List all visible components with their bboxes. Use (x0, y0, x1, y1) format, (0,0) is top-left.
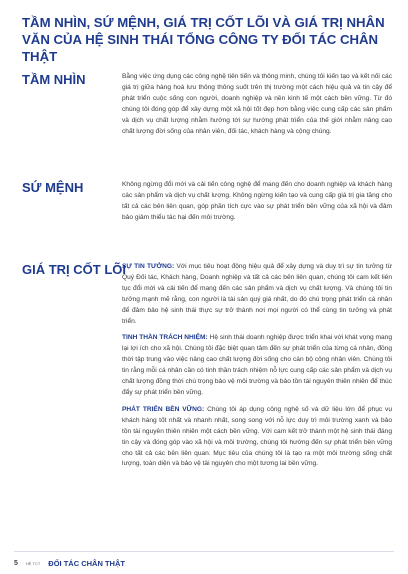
core-value-trust-lead: SỰ TIN TƯỞNG: (122, 263, 175, 270)
vision-text: Bằng việc ứng dụng các công nghệ tiên tiến và thông minh, chúng tôi kiến tạo và kết nối các giá trị giữa hàng hoá lưu thông thông suốt trên thị trường một cách hiệu quả và tin cậy để phát triển cuộc sống con người, doanh nghiệp và nền kinh tế một cách bền vững. Từ đó chúng tôi đóng góp để xây dựng một xã hội tốt đẹp hơn bằng việc cung cấp các sản phẩm và dịch vụ chất lượng nhằm hướng tới sự hướng phát triển của thế giới nhằm nâng cao chất lượng đời sống của nhân viên, đối tác, khách hàng và cộng chúng. (122, 73, 392, 135)
page-footer (14, 552, 394, 574)
core-values-body (122, 262, 392, 476)
core-value-sustainability-lead: PHÁT TRIỂN BỀN VỮNG: (122, 405, 205, 413)
core-value-sustainability-text: Chúng tôi áp dụng công nghệ số và dữ liệu lớn để phục vụ khách hàng tốt nhất và nhanh nhất, song song với nỗ lực duy trì môi trường xanh và bảo tồn tài nguyên thiên nhiên một cách bền vững. Với cam kết trở thành một hệ sinh thái đáng tin cậy và đóng góp vào xã hội và môi trường, chúng tôi hướng đến sự phát triển bền vững cho tất cả các bên liên quan. Mục tiêu của chúng tôi là tạo ra một môi trường sống chất lượng, toàn diện và bảo vệ tài nguyên cho một tương lai bền vững. (122, 405, 392, 468)
page-title: TẦM NHÌN, SỨ MỆNH, GIÁ TRỊ CỐT LÕI VÀ GIÁ TRỊ NHÂN VĂN CỦA HỆ SINH THÁI TỔNG CÔNG TY ĐỐI TÁC CHÂN THẬT (22, 15, 385, 64)
core-value-sustainability (122, 405, 392, 470)
footer-brand-prefix: HỆ TCT (25, 560, 41, 566)
core-values-heading: GIÁ TRỊ CỐT LÕI (22, 262, 126, 277)
core-value-responsibility-lead: TINH THẦN TRÁCH NHIỆM: (122, 334, 208, 342)
mission-heading: SỨ MỆNH (22, 180, 84, 195)
core-value-trust (122, 262, 392, 327)
vision-body (122, 72, 392, 143)
core-value-responsibility-text: Hệ sinh thái doanh nghiệp được triển khai với khát vọng mang lại lợi ích cho xã hội. Chúng tôi đặc biệt quan tâm đến sự phát triển của từng cá nhân, đồng thời tập trung vào việc nâng cao chất lượng đời sống cho cán bộ công nhân viên. Chúng tôi tin rằng mỗi cá nhân cần có tinh thần trách nhiệm nỗ lực cung cấp các sản phẩm và dịch vụ chất lượng đồng thời chú trọng bảo vệ môi trường và bảo tồn tài nguyên thiên nhiên để thúc đẩy sự phát triển bền vững. (122, 334, 392, 396)
page-number: 5 (14, 559, 18, 567)
footer-brand: ĐỐI TÁC CHÂN THẬT (48, 558, 125, 568)
mission-text: Không ngừng đổi mới và cải tiến công nghệ để mang đến cho doanh nghiệp và khách hàng các sản phẩm và dịch vụ chất lượng. Không ngừng kiến tạo và cung cấp giá trị gia tăng cho tất cả các bên liên quan, góp phần tích cực vào sự phát triển bền vững của xã hội và đảm bảo giảm thiểu tác hại đến môi trường. (122, 181, 392, 221)
mission-body (122, 180, 392, 230)
core-value-responsibility (122, 333, 392, 398)
core-value-trust-text: Với mục tiêu hoạt động hiệu quả để xây dựng và duy trì sự tin tưởng từ Quý Đối tác, Khách hàng, Doanh nghiệp và tất cả các bên liên quan, chúng tôi cam kết liên tục đổi mới và cải tiến để mang đến các sản phẩm và dịch vụ chất lượng. Và chúng tôi tin tưởng mạnh mẽ rằng, con người là tài sản quý giá nhất, do đó chú trọng phát triển cá nhân để đảm bảo hệ sinh thái thực sự trở thành nơi mọi người có thể cùng tin tưởng và phát triển. (122, 263, 392, 325)
vision-heading: TẦM NHÌN (22, 72, 86, 87)
